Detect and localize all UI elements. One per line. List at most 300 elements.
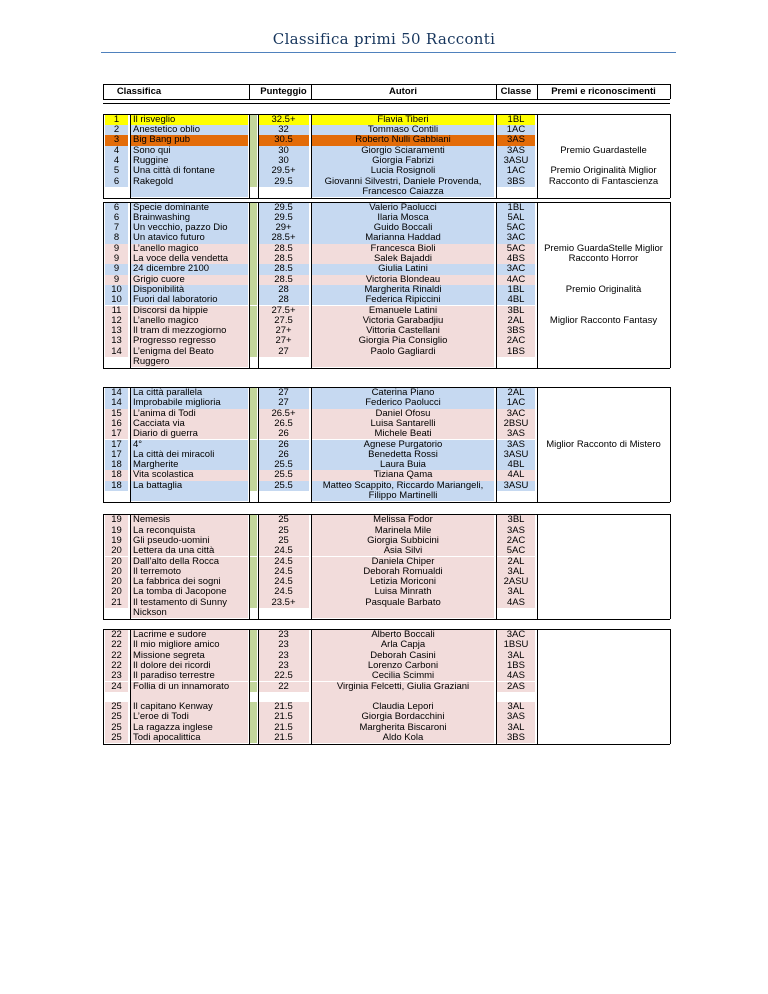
mark-cell bbox=[249, 347, 257, 357]
score-cell: 27.5+ bbox=[258, 306, 309, 316]
authors-cell: Melissa Fodor bbox=[312, 515, 494, 525]
class-cell: 3AS bbox=[497, 135, 535, 145]
score-cell: 21.5 bbox=[258, 733, 309, 743]
authors-cell: Guido Boccali bbox=[312, 223, 494, 233]
class-cell: 3AL bbox=[497, 651, 535, 661]
grid-line bbox=[311, 202, 312, 369]
story-title-cell: Cacciata via bbox=[131, 419, 248, 429]
rank-cell: 1 bbox=[105, 115, 128, 125]
class-cell: 3AL bbox=[497, 723, 535, 733]
score-cell: 26.5+ bbox=[258, 409, 309, 419]
rank-cell: 10 bbox=[105, 285, 128, 295]
class-cell: 1BS bbox=[497, 661, 535, 671]
class-cell: 2AL bbox=[497, 388, 535, 398]
score-cell: 29.5 bbox=[258, 177, 309, 187]
rank-cell: 13 bbox=[105, 326, 128, 336]
story-title-cell: Follia di un innamorato bbox=[131, 682, 248, 703]
score-cell: 24.5 bbox=[258, 577, 309, 587]
grid-line bbox=[103, 514, 670, 515]
grid-line bbox=[103, 502, 670, 503]
rank-cell: 20 bbox=[105, 567, 128, 577]
grid-line bbox=[249, 629, 250, 744]
story-title-cell: Diario di guerra bbox=[131, 429, 248, 439]
story-title-cell: Gli pseudo-uomini bbox=[131, 536, 248, 546]
mark-cell bbox=[249, 682, 257, 692]
story-title-cell: L’anello magico bbox=[131, 244, 248, 254]
story-title-cell: La tomba di Jacopone bbox=[131, 587, 248, 597]
score-cell: 28.5+ bbox=[258, 233, 309, 243]
rank-cell: 17 bbox=[105, 440, 128, 450]
score-cell: 32.5+ bbox=[258, 115, 309, 125]
mark-cell bbox=[249, 450, 257, 460]
score-cell: 23 bbox=[258, 630, 309, 640]
story-title-cell: La voce della vendetta bbox=[131, 254, 248, 264]
mark-cell bbox=[249, 429, 257, 439]
score-cell: 28 bbox=[258, 285, 309, 295]
mark-cell bbox=[249, 326, 257, 336]
class-cell: 1AC bbox=[497, 398, 535, 408]
story-title-cell: La battaglia bbox=[131, 481, 248, 502]
award-cell: Miglior Racconto Fantasy bbox=[549, 315, 658, 326]
grid-line bbox=[496, 387, 497, 502]
mark-cell bbox=[249, 536, 257, 546]
score-cell: 27+ bbox=[258, 336, 309, 346]
mark-cell bbox=[249, 409, 257, 419]
award-cell: Premio Originalità Miglior Racconto di Fantascienza bbox=[548, 166, 659, 187]
rank-cell: 5 bbox=[105, 166, 128, 176]
authors-cell: Deborah Romualdi bbox=[312, 567, 494, 577]
rank-cell: 8 bbox=[105, 233, 128, 243]
story-title-cell: Il paradiso terrestre bbox=[131, 671, 248, 681]
class-cell: 3AC bbox=[497, 409, 535, 419]
story-title-cell: Nemesis bbox=[131, 515, 248, 525]
score-cell: 26.5 bbox=[258, 419, 309, 429]
class-cell: 3ASU bbox=[497, 450, 535, 460]
grid-line bbox=[537, 202, 538, 369]
class-cell: 3AS bbox=[497, 440, 535, 450]
story-title-cell: L’anello magico bbox=[131, 316, 248, 326]
story-title-cell: Ruggine bbox=[131, 156, 248, 166]
class-cell: 3AL bbox=[497, 567, 535, 577]
story-title-cell: La città dei miracoli bbox=[131, 450, 248, 460]
score-cell: 21.5 bbox=[258, 712, 309, 722]
score-cell: 28.5 bbox=[258, 264, 309, 274]
story-title-cell: Disponibilità bbox=[131, 285, 248, 295]
award-cell: Premio Guardastelle bbox=[560, 145, 647, 156]
rank-cell: 11 bbox=[105, 306, 128, 316]
score-cell: 23.5+ bbox=[258, 598, 309, 608]
rank-cell: 2 bbox=[105, 125, 128, 135]
rank-cell: 7 bbox=[105, 223, 128, 233]
rank-cell: 14 bbox=[105, 347, 128, 357]
score-cell: 27 bbox=[258, 388, 309, 398]
mark-cell bbox=[249, 577, 257, 587]
story-title-cell: Il dolore dei ricordi bbox=[131, 661, 248, 671]
score-cell: 24.5 bbox=[258, 557, 309, 567]
score-cell: 22.5 bbox=[258, 671, 309, 681]
grid-line bbox=[130, 629, 131, 744]
grid-line bbox=[258, 387, 259, 502]
class-cell: 2AL bbox=[497, 557, 535, 567]
story-title-cell: L’anima di Todi bbox=[131, 409, 248, 419]
mark-cell bbox=[249, 526, 257, 536]
mark-cell bbox=[249, 702, 257, 712]
story-title-cell: Il tram di mezzogiorno bbox=[131, 326, 248, 336]
rank-cell: 14 bbox=[105, 388, 128, 398]
authors-cell: Tiziana Qama bbox=[312, 470, 494, 480]
rank-cell: 12 bbox=[105, 316, 128, 326]
grid-line bbox=[249, 514, 250, 619]
authors-cell: Valerio Paolucci bbox=[312, 203, 494, 213]
score-cell: 25 bbox=[258, 515, 309, 525]
grid-line bbox=[311, 114, 312, 198]
grid-line bbox=[537, 629, 538, 744]
story-title-cell: La città parallela bbox=[131, 388, 248, 398]
grid-line bbox=[537, 84, 538, 99]
class-cell: 3BS bbox=[497, 326, 535, 336]
class-cell: 2AC bbox=[497, 336, 535, 346]
score-cell: 30.5 bbox=[258, 135, 309, 145]
score-cell: 25.5 bbox=[258, 481, 309, 491]
authors-cell: Margherita Biscaroni bbox=[312, 723, 494, 733]
mark-cell bbox=[249, 275, 257, 285]
mark-cell bbox=[249, 460, 257, 470]
mark-cell bbox=[249, 166, 257, 176]
authors-cell: Francesca Bioli bbox=[312, 244, 494, 254]
grid-line bbox=[103, 744, 670, 745]
story-title-cell: Il testamento di Sunny Nickson bbox=[131, 598, 248, 619]
authors-cell: Salek Bajaddi bbox=[312, 254, 494, 264]
header-position: Classifica bbox=[116, 87, 162, 97]
story-title-cell: La fabbrica dei sogni bbox=[131, 577, 248, 587]
authors-cell: Flavia Tiberi bbox=[312, 115, 494, 125]
story-title-cell: Sono qui bbox=[131, 146, 248, 156]
grid-line bbox=[496, 629, 497, 744]
story-title-cell: Brainwashing bbox=[131, 213, 248, 223]
grid-line bbox=[103, 387, 670, 388]
score-cell: 28 bbox=[258, 295, 309, 305]
score-cell: 26 bbox=[258, 440, 309, 450]
story-title-cell: Rakegold bbox=[131, 177, 248, 198]
score-cell: 28.5 bbox=[258, 244, 309, 254]
class-cell: 4BL bbox=[497, 460, 535, 470]
grid-line bbox=[496, 202, 497, 369]
grid-line bbox=[496, 514, 497, 619]
grid-line bbox=[130, 202, 131, 369]
class-cell: 2BSU bbox=[497, 419, 535, 429]
mark-cell bbox=[249, 733, 257, 743]
grid-line bbox=[103, 114, 670, 115]
rank-cell: 4 bbox=[105, 146, 128, 156]
class-cell: 3AC bbox=[497, 630, 535, 640]
mark-cell bbox=[249, 546, 257, 556]
grid-line bbox=[258, 114, 259, 198]
mark-cell bbox=[249, 388, 257, 398]
header-score: Punteggio bbox=[260, 87, 307, 97]
authors-cell: Cecilia Scimmi bbox=[312, 671, 494, 681]
rank-cell: 25 bbox=[105, 712, 128, 722]
authors-cell: Federica Ripiccini bbox=[312, 295, 494, 305]
authors-cell: Letizia Moriconi bbox=[312, 577, 494, 587]
grid-line bbox=[258, 514, 259, 619]
mark-cell bbox=[249, 515, 257, 525]
grid-line bbox=[103, 629, 670, 630]
class-cell: 1AC bbox=[497, 166, 535, 176]
grid-line bbox=[249, 84, 250, 99]
score-cell: 28.5 bbox=[258, 275, 309, 285]
class-cell: 3ASU bbox=[497, 481, 535, 491]
score-cell: 23 bbox=[258, 640, 309, 650]
grid-line bbox=[103, 198, 670, 199]
story-title-cell: L’eroe di Todi bbox=[131, 712, 248, 722]
grid-line bbox=[311, 387, 312, 502]
rank-cell: 10 bbox=[105, 295, 128, 305]
class-cell: 5AC bbox=[497, 244, 535, 254]
mark-cell bbox=[249, 125, 257, 135]
grid-line bbox=[496, 114, 497, 198]
rank-cell: 15 bbox=[105, 409, 128, 419]
authors-cell: Virginia Felcetti, Giulia Graziani bbox=[312, 682, 494, 703]
score-cell: 27 bbox=[258, 347, 309, 357]
authors-cell: Benedetta Rossi bbox=[312, 450, 494, 460]
story-title-cell: Il mio migliore amico bbox=[131, 640, 248, 650]
class-cell: 1BL bbox=[497, 203, 535, 213]
rank-cell: 20 bbox=[105, 577, 128, 587]
class-cell: 1AC bbox=[497, 125, 535, 135]
header-awards: Premi e riconoscimenti bbox=[551, 87, 656, 97]
mark-cell bbox=[249, 135, 257, 145]
class-cell: 3AL bbox=[497, 702, 535, 712]
class-cell: 3AC bbox=[497, 264, 535, 274]
authors-cell: Giovanni Silvestri, Daniele Provenda, Francesco Caiazza bbox=[312, 177, 494, 198]
mark-cell bbox=[249, 470, 257, 480]
title-rule bbox=[101, 52, 676, 53]
story-title-cell: 4° bbox=[131, 440, 248, 450]
authors-cell: Tommaso Contili bbox=[312, 125, 494, 135]
authors-cell: Federico Paolucci bbox=[312, 398, 494, 408]
grid-line bbox=[670, 114, 671, 198]
story-title-cell: Missione segreta bbox=[131, 651, 248, 661]
rank-cell: 4 bbox=[105, 156, 128, 166]
rank-cell: 9 bbox=[105, 264, 128, 274]
rank-cell: 6 bbox=[105, 213, 128, 223]
authors-cell: Giulia Latini bbox=[312, 264, 494, 274]
story-title-cell: Improbabile miglioria bbox=[131, 398, 248, 408]
rank-cell: 19 bbox=[105, 515, 128, 525]
mark-cell bbox=[249, 203, 257, 213]
grid-line bbox=[311, 84, 312, 99]
class-cell: 4AL bbox=[497, 470, 535, 480]
mark-cell bbox=[249, 264, 257, 274]
rank-cell: 24 bbox=[105, 682, 128, 692]
grid-line bbox=[311, 629, 312, 744]
authors-cell: Luisa Santarelli bbox=[312, 419, 494, 429]
grid-line bbox=[670, 629, 671, 744]
mark-cell bbox=[249, 213, 257, 223]
mark-cell bbox=[249, 712, 257, 722]
authors-cell: Laura Buia bbox=[312, 460, 494, 470]
score-cell: 25.5 bbox=[258, 460, 309, 470]
score-cell: 29.5 bbox=[258, 213, 309, 223]
mark-cell bbox=[249, 285, 257, 295]
score-cell: 30 bbox=[258, 146, 309, 156]
grid-line bbox=[258, 202, 259, 369]
rank-cell: 25 bbox=[105, 702, 128, 712]
class-cell: 3BS bbox=[497, 177, 535, 187]
grid-line bbox=[537, 387, 538, 502]
rank-cell: 16 bbox=[105, 419, 128, 429]
score-cell: 27.5 bbox=[258, 316, 309, 326]
score-cell: 32 bbox=[258, 125, 309, 135]
authors-cell: Marianna Haddad bbox=[312, 233, 494, 243]
authors-cell: Daniela Chiper bbox=[312, 557, 494, 567]
authors-cell: Victoria Garabadjiu bbox=[312, 316, 494, 326]
class-cell: 3BL bbox=[497, 515, 535, 525]
grid-line bbox=[103, 84, 670, 85]
story-title-cell: Grigio cuore bbox=[131, 275, 248, 285]
mark-cell bbox=[249, 306, 257, 316]
class-cell: 2AS bbox=[497, 682, 535, 692]
rank-cell: 9 bbox=[105, 254, 128, 264]
story-title-cell: Il risveglio bbox=[131, 115, 248, 125]
rank-cell: 19 bbox=[105, 526, 128, 536]
award-cell: Premio GuardaStelle Miglior Racconto Horror bbox=[544, 243, 663, 264]
class-cell: 3AS bbox=[497, 712, 535, 722]
mark-cell bbox=[249, 630, 257, 640]
score-cell: 22 bbox=[258, 682, 309, 692]
class-cell: 4BL bbox=[497, 295, 535, 305]
story-title-cell: Specie dominante bbox=[131, 203, 248, 213]
story-title-cell: Una città di fontane bbox=[131, 166, 248, 176]
class-cell: 5AC bbox=[497, 223, 535, 233]
story-title-cell: Lacrime e sudore bbox=[131, 630, 248, 640]
grid-line bbox=[103, 84, 104, 99]
authors-cell: Giorgia Pia Consiglio bbox=[312, 336, 494, 346]
rank-cell: 18 bbox=[105, 470, 128, 480]
class-cell: 3AC bbox=[497, 233, 535, 243]
mark-cell bbox=[249, 398, 257, 408]
rank-cell: 23 bbox=[105, 671, 128, 681]
authors-cell: Luisa Minrath bbox=[312, 587, 494, 597]
header-class: Classe bbox=[500, 87, 532, 97]
grid-line bbox=[103, 619, 670, 620]
class-cell: 4BS bbox=[497, 254, 535, 264]
rank-cell: 21 bbox=[105, 598, 128, 608]
mark-cell bbox=[249, 598, 257, 608]
score-cell: 24.5 bbox=[258, 587, 309, 597]
story-title-cell: Lettera da una città bbox=[131, 546, 248, 556]
authors-cell: Victoria Blondeau bbox=[312, 275, 494, 285]
story-title-cell: La ragazza inglese bbox=[131, 723, 248, 733]
rank-cell: 22 bbox=[105, 651, 128, 661]
grid-line bbox=[670, 514, 671, 619]
mark-cell bbox=[249, 671, 257, 681]
rank-cell: 9 bbox=[105, 244, 128, 254]
class-cell: 1BL bbox=[497, 285, 535, 295]
grid-line bbox=[103, 114, 104, 198]
story-title-cell: Anestetico oblio bbox=[131, 125, 248, 135]
grid-line bbox=[130, 387, 131, 502]
authors-cell: Lorenzo Carboni bbox=[312, 661, 494, 671]
score-cell: 30 bbox=[258, 156, 309, 166]
story-title-cell: L’enigma del Beato Ruggero bbox=[131, 347, 248, 368]
class-cell: 2ASU bbox=[497, 577, 535, 587]
rank-cell: 20 bbox=[105, 587, 128, 597]
grid-line bbox=[311, 514, 312, 619]
story-title-cell: Vita scolastica bbox=[131, 470, 248, 480]
score-cell: 29.5+ bbox=[258, 166, 309, 176]
grid-line bbox=[537, 114, 538, 198]
rank-cell: 14 bbox=[105, 398, 128, 408]
score-cell: 21.5 bbox=[258, 702, 309, 712]
class-cell: 3AS bbox=[497, 429, 535, 439]
class-cell: 1BSU bbox=[497, 640, 535, 650]
class-cell: 3AS bbox=[497, 146, 535, 156]
grid-line bbox=[258, 629, 259, 744]
story-title-cell: Discorsi da hippie bbox=[131, 306, 248, 316]
authors-cell: Giorgia Subbicini bbox=[312, 536, 494, 546]
story-title-cell: Fuori dal laboratorio bbox=[131, 295, 248, 305]
authors-cell: Claudia Lepori bbox=[312, 702, 494, 712]
score-cell: 27+ bbox=[258, 326, 309, 336]
story-title-cell: Progresso regresso bbox=[131, 336, 248, 346]
authors-cell: Aldo Kola bbox=[312, 733, 494, 743]
authors-cell: Asia Silvi bbox=[312, 546, 494, 556]
score-cell: 25 bbox=[258, 526, 309, 536]
page-title: Classifica primi 50 Racconti bbox=[272, 30, 496, 48]
score-cell: 25 bbox=[258, 536, 309, 546]
rank-cell: 17 bbox=[105, 429, 128, 439]
mark-cell bbox=[249, 419, 257, 429]
class-cell: 5AC bbox=[497, 546, 535, 556]
class-cell: 3AL bbox=[497, 587, 535, 597]
authors-cell: Deborah Casini bbox=[312, 651, 494, 661]
mark-cell bbox=[249, 557, 257, 567]
mark-cell bbox=[249, 115, 257, 125]
story-title-cell: Dall’alto della Rocca bbox=[131, 557, 248, 567]
authors-cell: Matteo Scappito, Riccardo Mariangeli, Filippo Martinelli bbox=[312, 481, 494, 502]
score-cell: 28.5 bbox=[258, 254, 309, 264]
story-title-cell: Big Bang pub bbox=[131, 135, 248, 145]
story-title-cell: Il terremoto bbox=[131, 567, 248, 577]
grid-line bbox=[249, 114, 250, 198]
mark-cell bbox=[249, 651, 257, 661]
rank-cell: 6 bbox=[105, 177, 128, 187]
authors-cell: Marinela Mile bbox=[312, 526, 494, 536]
authors-cell: Alberto Boccali bbox=[312, 630, 494, 640]
rank-cell: 18 bbox=[105, 460, 128, 470]
grid-line bbox=[249, 387, 250, 502]
authors-cell: Margherita Rinaldi bbox=[312, 285, 494, 295]
mark-cell bbox=[249, 254, 257, 264]
rank-cell: 25 bbox=[105, 723, 128, 733]
mark-cell bbox=[249, 567, 257, 577]
rank-cell: 6 bbox=[105, 203, 128, 213]
rank-cell: 17 bbox=[105, 450, 128, 460]
authors-cell: Pasquale Barbato bbox=[312, 598, 494, 619]
grid-line bbox=[103, 202, 104, 369]
authors-cell: Vittoria Castellani bbox=[312, 326, 494, 336]
class-cell: 3ASU bbox=[497, 156, 535, 166]
story-title-cell: Todi apocalittica bbox=[131, 733, 248, 743]
mark-cell bbox=[249, 336, 257, 346]
mark-cell bbox=[249, 440, 257, 450]
authors-cell: Giorgia Bordacchini bbox=[312, 712, 494, 722]
class-cell: 3BL bbox=[497, 306, 535, 316]
class-cell: 4AS bbox=[497, 671, 535, 681]
score-cell: 26 bbox=[258, 429, 309, 439]
score-cell: 29+ bbox=[258, 223, 309, 233]
